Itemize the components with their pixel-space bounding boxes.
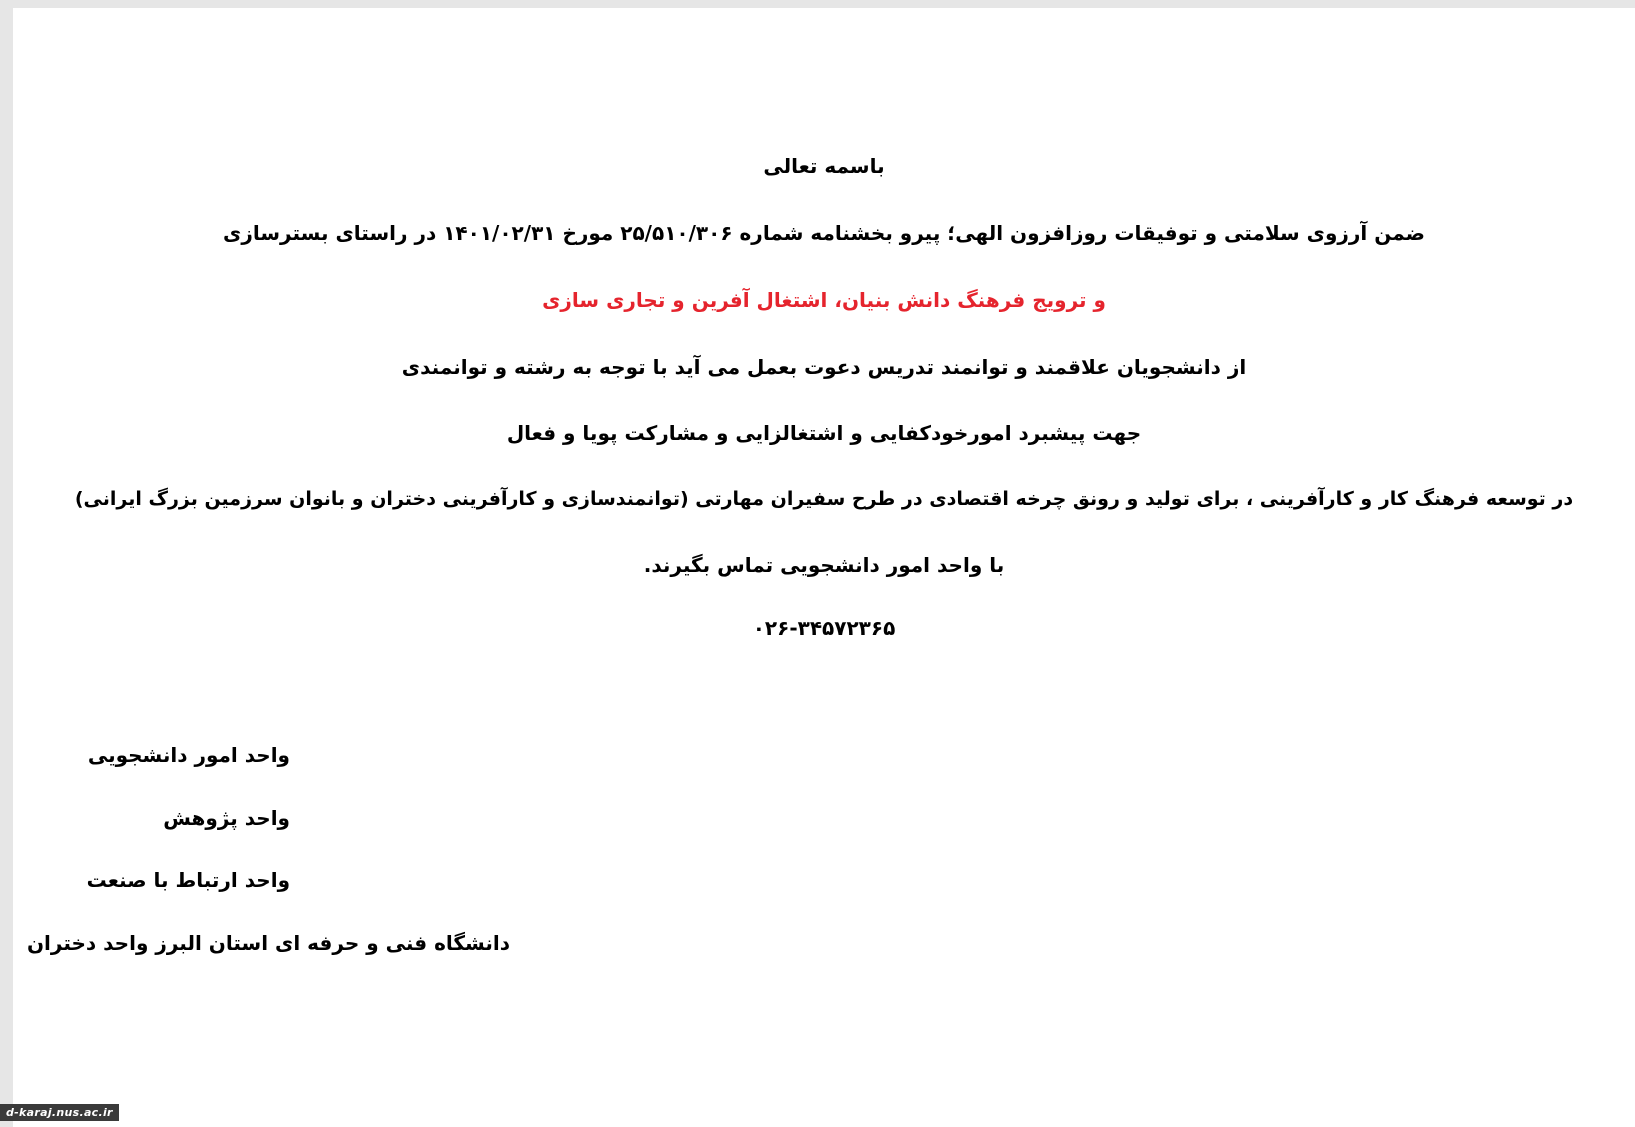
letter-line-3: از دانشجویان علاقمند و توانمند تدریس دعوت بعمل می آید با توجه به رشته و توانمندی	[401, 355, 1247, 379]
letter-line-1: ضمن آرزوی سلامتی و توفیقات روزافزون الهی؛ پیرو بخشنامه شماره ۲۵/۵۱۰/۳۰۶ مورخ ۱۴۰۱/۰۲/۳۱ در راستای بسترسازی	[223, 221, 1425, 245]
letter-line-6: با واحد امور دانشجویی تماس بگیرند.	[643, 553, 1005, 577]
signature-university: دانشگاه فنی و حرفه ای استان البرز واحد دختران	[26, 931, 510, 955]
signature-industry-relations: واحد ارتباط با صنعت	[86, 868, 290, 892]
letter-line-5: در توسعه فرهنگ کار و کارآفرینی ، برای تولید و رونق چرخه اقتصادی در طرح سفیران مهارتی (توانمندسازی و کارآفرینی دختران و بانوان سرزمین بزرگ ایرانی)	[74, 488, 1574, 510]
letter-heading: باسمه تعالی	[763, 154, 885, 178]
contact-phone: ۰۲۶-۳۴۵۷۲۳۶۵	[752, 616, 896, 640]
letter-line-4: جهت پیشبرد امورخودکفایی و اشتغالزایی و مشارکت پویا و فعال	[506, 421, 1142, 445]
letter-line-highlight: و ترویج فرهنگ دانش بنیان، اشتغال آفرین و تجاری سازی	[542, 288, 1106, 312]
signature-research: واحد پژوهش	[163, 806, 290, 830]
signature-student-affairs: واحد امور دانشجویی	[87, 743, 290, 767]
site-watermark: d-karaj.nus.ac.ir	[0, 1104, 119, 1121]
letter-page	[13, 8, 1635, 1127]
